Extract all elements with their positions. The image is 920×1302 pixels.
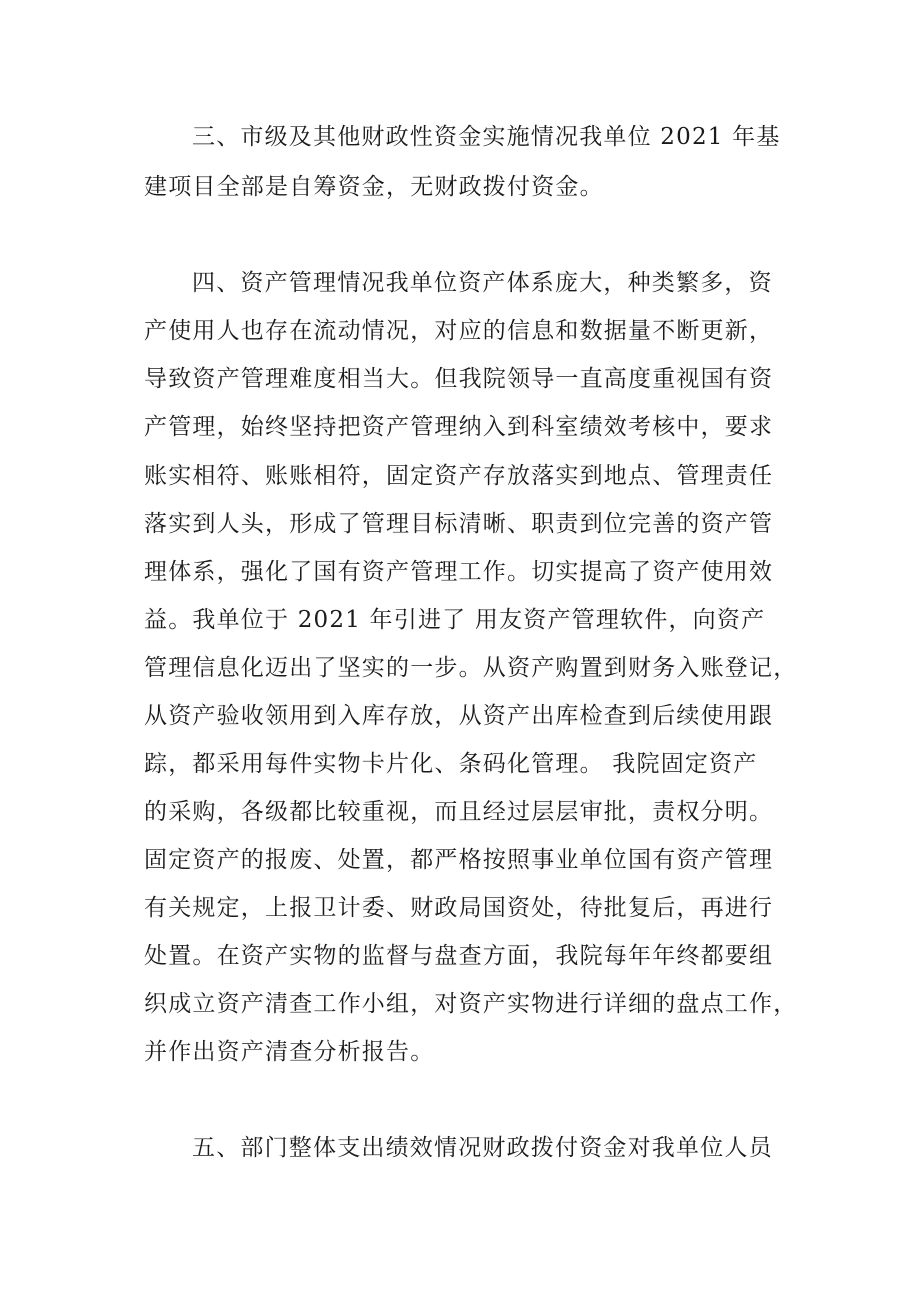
paragraph-2-line-7: 理体系，强化了国有资产管理工作。切实提高了资产使用效 [144, 559, 774, 585]
paragraph-2-line-10: 从资产验收领用到入库存放，从资产出库检查到后续使用跟 [144, 703, 774, 729]
paragraph-2-line-9: 管理信息化迈出了坚实的一步。从资产购置到财务入账登记， [144, 655, 798, 681]
paragraph-1-line-1: 三、市级及其他财政性资金实施情况我单位 2021 年基 [192, 124, 781, 150]
paragraph-2-line-12: 的采购，各级都比较重视，而且经过层层审批，责权分明。 [144, 799, 774, 825]
paragraph-2-line-1: 四、资产管理情况我单位资产体系庞大，种类繁多，资 [192, 270, 773, 296]
paragraph-2-line-14: 有关规定，上报卫计委、财政局国资处，待批复后，再进行 [144, 895, 774, 921]
paragraph-2-line-3: 导致资产管理难度相当大。但我院领导一直高度重视国有资 [144, 366, 774, 392]
paragraph-3-line-1: 五、部门整体支出绩效情况财政拨付资金对我单位人员 [192, 1135, 773, 1161]
paragraph-2-line-6: 落实到人头，形成了管理目标清晰、职责到位完善的资产管 [144, 511, 774, 537]
paragraph-2-line-11: 踪，都采用每件实物卡片化、条码化管理。 我院固定资产 [144, 751, 758, 777]
paragraph-2-line-13: 固定资产的报废、处置，都严格按照事业单位国有资产管理 [144, 847, 774, 873]
paragraph-1-line-2: 建项目全部是自筹资金，无财政拨付资金。 [144, 174, 604, 200]
paragraph-2-line-5: 账实相符、账账相符，固定资产存放落实到地点、管理责任 [144, 463, 774, 489]
paragraph-2-line-2: 产使用人也存在流动情况，对应的信息和数据量不断更新， [144, 318, 774, 344]
paragraph-2-line-4: 产管理，始终坚持把资产管理纳入到科室绩效考核中，要求 [144, 414, 774, 440]
paragraph-2-line-8: 益。我单位于 2021 年引进了 用友资产管理软件，向资产 [144, 607, 766, 633]
paragraph-2-line-16: 织成立资产清查工作小组，对资产实物进行详细的盘点工作， [144, 991, 798, 1017]
paragraph-2-line-17: 并作出资产清查分析报告。 [144, 1039, 435, 1065]
paragraph-2-line-15: 处置。在资产实物的监督与盘查方面，我院每年年终都要组 [144, 943, 774, 969]
